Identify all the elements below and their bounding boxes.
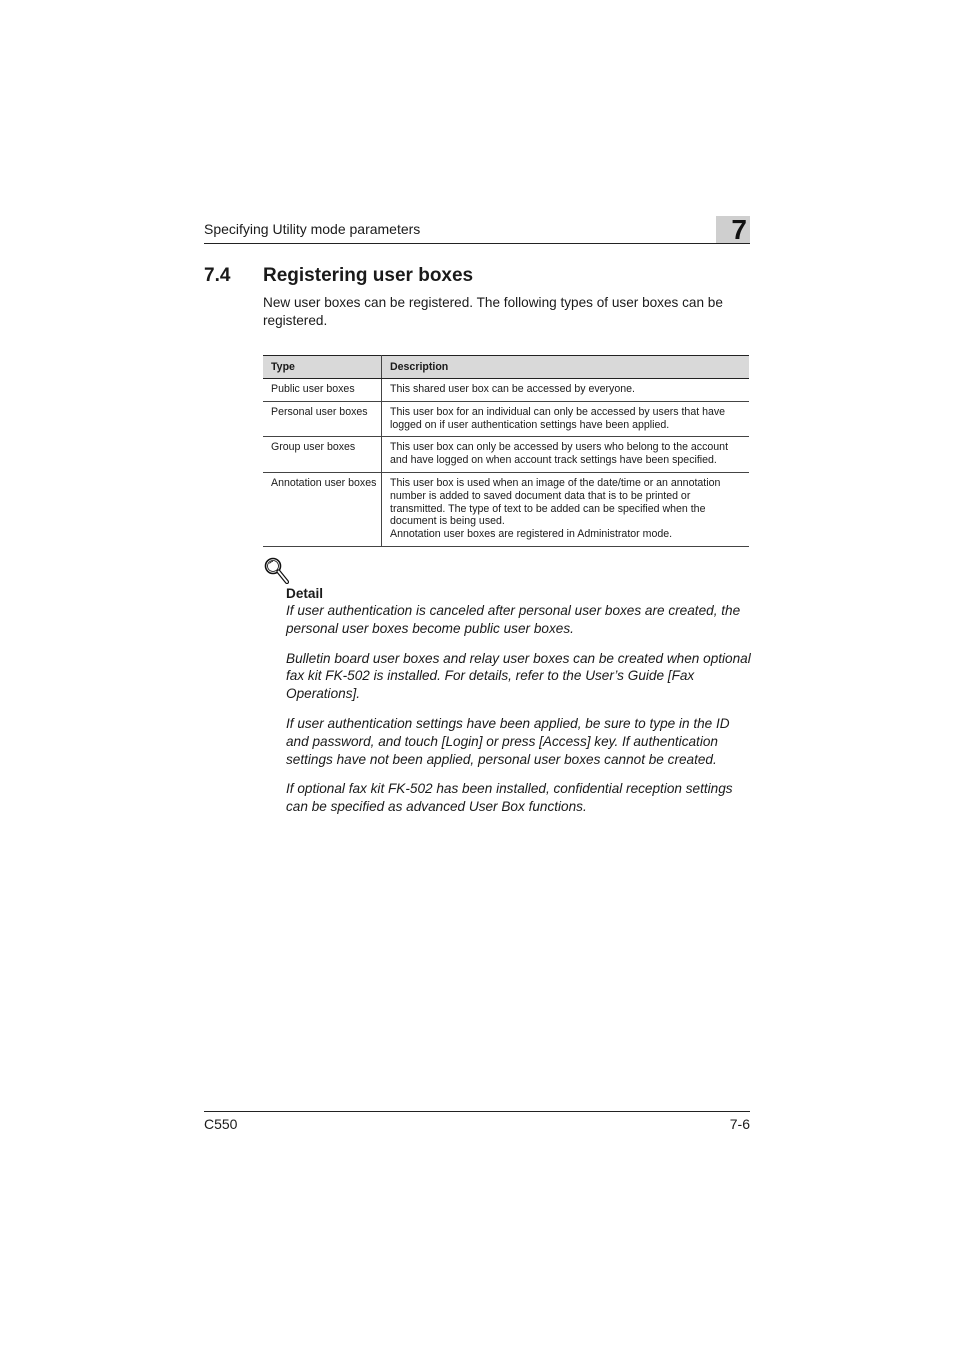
intro-paragraph: New user boxes can be registered. The following types of user boxes can be registered. [263, 295, 723, 328]
chapter-number-box [716, 216, 750, 243]
header-title: Specifying Utility mode parameters [204, 221, 421, 237]
detail-paragraph: If user authentication is canceled after personal user boxes are created, the personal user boxes become public user boxes. [286, 603, 741, 636]
section-number: 7.4 [204, 265, 231, 286]
description-cell: This shared user box can be accessed by everyone. [382, 379, 750, 402]
footer-model: C550 [204, 1116, 238, 1132]
section-title: Registering user boxes [263, 265, 474, 286]
magnifier-icon [263, 556, 289, 584]
detail-notes [286, 602, 752, 828]
column-header-type: Type [263, 356, 382, 379]
type-cell: Personal user boxes [263, 401, 382, 437]
type-cell: Public user boxes [263, 379, 382, 402]
table-header-row [263, 356, 749, 379]
chapter-number: 7 [731, 214, 747, 245]
table-row [263, 472, 749, 546]
running-header [204, 216, 750, 244]
description-cell [382, 472, 750, 546]
type-cell: Group user boxes [263, 437, 382, 473]
description-cell: This user box for an individual can only be accessed by users that have logged on if user authentication settings have been applied. [382, 401, 750, 437]
detail-label: Detail [286, 586, 324, 601]
detail-paragraph: If user authentication settings have been applied, be sure to type in the ID and password, and touch [Login] or press [Access] key. If authentication settings have not been applied, personal user boxes cannot be created. [286, 715, 730, 767]
detail-paragraph: Bulletin board user boxes and relay user boxes can be created when optional fax kit FK-502 is installed. For details, refer to the User’s Guide [Fax Operations]. [286, 650, 751, 702]
page-footer [204, 1111, 750, 1136]
table-row [263, 379, 749, 402]
user-box-types-table [263, 355, 749, 547]
footer-page-number: 7-6 [729, 1116, 750, 1132]
description-cell: This user box can only be accessed by users who belong to the account and have logged on when account track settings have been specified. [382, 437, 750, 473]
column-header-description: Description [382, 356, 750, 379]
detail-paragraph: If optional fax kit FK-502 has been installed, confidential reception settings can be specified as advanced User Box functions. [286, 781, 733, 815]
type-cell: Annotation user boxes [263, 472, 382, 546]
description-line: This user box is used when an image of the date/time or an annotation number is added to saved document data that is to be printed or transmitted. The type of text to be added can be specified when the document is being used. [390, 476, 721, 528]
table-row [263, 401, 749, 437]
table-row [263, 437, 749, 473]
description-line: Annotation user boxes are registered in Administrator mode. [390, 528, 673, 541]
